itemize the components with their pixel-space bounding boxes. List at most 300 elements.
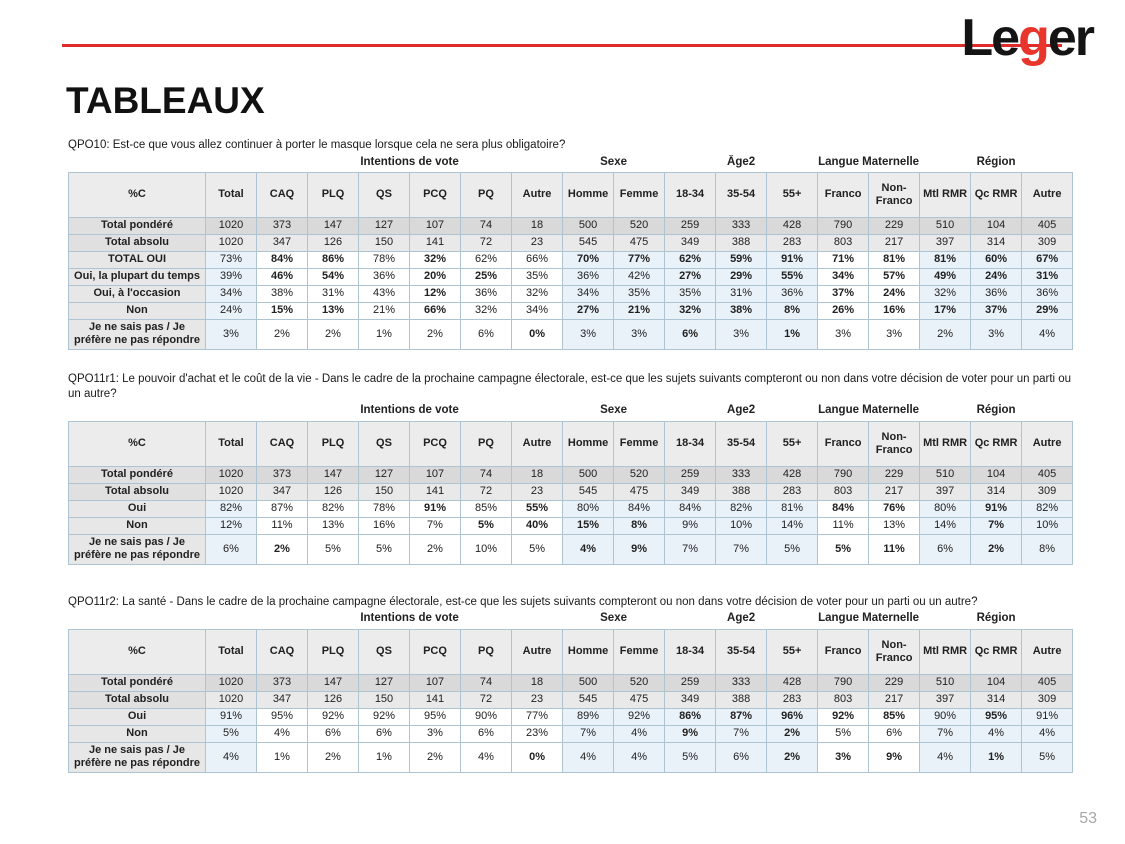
value-cell: 3% — [614, 319, 665, 349]
value-cell: 347 — [257, 234, 308, 251]
value-cell: 397 — [920, 483, 971, 500]
value-cell: 4% — [1022, 319, 1073, 349]
value-cell: 4% — [461, 742, 512, 772]
column-header-cell: Non-Franco — [869, 172, 920, 217]
group-spacer — [69, 612, 257, 630]
value-cell: 40% — [512, 517, 563, 534]
value-cell: 92% — [818, 708, 869, 725]
value-cell: 23 — [512, 483, 563, 500]
value-cell: 36% — [1022, 285, 1073, 302]
column-header-cell: Autre — [512, 421, 563, 466]
value-cell: 127 — [359, 466, 410, 483]
value-cell: 2% — [308, 742, 359, 772]
corner-header-cell: %C — [69, 629, 206, 674]
column-group-row — [69, 612, 1073, 630]
logo-accent-letter: g — [1018, 9, 1048, 67]
value-cell: 217 — [869, 234, 920, 251]
value-cell: 3% — [206, 319, 257, 349]
table-row — [69, 725, 1073, 742]
value-cell: 18 — [512, 674, 563, 691]
value-cell: 229 — [869, 674, 920, 691]
row-label-cell: Oui, la plupart du temps — [69, 268, 206, 285]
column-header-cell: Homme — [563, 172, 614, 217]
value-cell: 78% — [359, 500, 410, 517]
column-header-cell: Autre — [1022, 629, 1073, 674]
value-cell: 2% — [257, 319, 308, 349]
value-cell: 67% — [1022, 251, 1073, 268]
value-cell: 5% — [308, 534, 359, 564]
value-cell: 2% — [257, 534, 308, 564]
value-cell: 4% — [971, 725, 1022, 742]
value-cell: 24% — [971, 268, 1022, 285]
column-header-cell: 18-34 — [665, 421, 716, 466]
value-cell: 1020 — [206, 691, 257, 708]
results-table-qpo10 — [68, 155, 1073, 350]
value-cell: 0% — [512, 742, 563, 772]
value-cell: 347 — [257, 483, 308, 500]
value-cell: 1020 — [206, 483, 257, 500]
value-cell: 10% — [1022, 517, 1073, 534]
value-cell: 803 — [818, 483, 869, 500]
value-cell: 85% — [461, 500, 512, 517]
value-cell: 23% — [512, 725, 563, 742]
logo-text: Le — [961, 9, 1019, 67]
value-cell: 2% — [971, 534, 1022, 564]
value-cell: 1020 — [206, 674, 257, 691]
value-cell: 2% — [767, 725, 818, 742]
column-group-label: Langue Maternelle — [818, 404, 920, 422]
column-header-cell: Femme — [614, 421, 665, 466]
value-cell: 349 — [665, 483, 716, 500]
value-cell: 141 — [410, 691, 461, 708]
value-cell: 43% — [359, 285, 410, 302]
value-cell: 283 — [767, 234, 818, 251]
table-row — [69, 319, 1073, 349]
value-cell: 81% — [869, 251, 920, 268]
value-cell: 27% — [665, 268, 716, 285]
value-cell: 6% — [869, 725, 920, 742]
value-cell: 6% — [308, 725, 359, 742]
value-cell: 7% — [410, 517, 461, 534]
value-cell: 373 — [257, 217, 308, 234]
column-header-cell: Franco — [818, 629, 869, 674]
question-section-qpo11r1 — [68, 372, 1074, 565]
value-cell: 5% — [359, 534, 410, 564]
value-cell: 229 — [869, 466, 920, 483]
value-cell: 428 — [767, 466, 818, 483]
value-cell: 3% — [971, 319, 1022, 349]
value-cell: 259 — [665, 466, 716, 483]
value-cell: 229 — [869, 217, 920, 234]
value-cell: 141 — [410, 234, 461, 251]
value-cell: 91% — [767, 251, 818, 268]
value-cell: 309 — [1022, 234, 1073, 251]
value-cell: 10% — [716, 517, 767, 534]
corner-header-cell: %C — [69, 172, 206, 217]
value-cell: 77% — [614, 251, 665, 268]
value-cell: 790 — [818, 466, 869, 483]
value-cell: 32% — [920, 285, 971, 302]
value-cell: 373 — [257, 466, 308, 483]
value-cell: 4% — [614, 725, 665, 742]
value-cell: 39% — [206, 268, 257, 285]
value-cell: 32% — [665, 302, 716, 319]
value-cell: 126 — [308, 483, 359, 500]
group-spacer — [69, 155, 257, 173]
value-cell: 13% — [308, 302, 359, 319]
table-row — [69, 691, 1073, 708]
value-cell: 397 — [920, 691, 971, 708]
value-cell: 84% — [665, 500, 716, 517]
column-header-cell: PCQ — [410, 421, 461, 466]
value-cell: 510 — [920, 217, 971, 234]
value-cell: 29% — [1022, 302, 1073, 319]
value-cell: 38% — [257, 285, 308, 302]
value-cell: 90% — [920, 708, 971, 725]
value-cell: 9% — [869, 742, 920, 772]
table-row — [69, 251, 1073, 268]
column-header-cell: Qc RMR — [971, 172, 1022, 217]
value-cell: 91% — [1022, 708, 1073, 725]
question-text: QPO11r1: Le pouvoir d'achat et le coût de la vie - Dans le cadre de la prochaine campagne électorale, est-ce que les sujets suivants compteront ou non dans votre décision de voter pour un parti ou un autre? — [68, 372, 1072, 400]
value-cell: 545 — [563, 691, 614, 708]
value-cell: 73% — [206, 251, 257, 268]
value-cell: 36% — [971, 285, 1022, 302]
value-cell: 5% — [665, 742, 716, 772]
column-header-cell: Total — [206, 629, 257, 674]
value-cell: 14% — [767, 517, 818, 534]
value-cell: 35% — [665, 285, 716, 302]
column-group-label: Intentions de vote — [257, 612, 563, 630]
row-label-cell: Je ne sais pas / Je préfère ne pas répondre — [69, 534, 206, 564]
value-cell: 545 — [563, 483, 614, 500]
value-cell: 91% — [410, 500, 461, 517]
value-cell: 388 — [716, 691, 767, 708]
value-cell: 91% — [971, 500, 1022, 517]
value-cell: 17% — [920, 302, 971, 319]
value-cell: 2% — [410, 742, 461, 772]
value-cell: 11% — [818, 517, 869, 534]
value-cell: 1% — [359, 319, 410, 349]
column-header-cell: QS — [359, 629, 410, 674]
value-cell: 9% — [665, 517, 716, 534]
column-header-cell: Non-Franco — [869, 629, 920, 674]
value-cell: 104 — [971, 217, 1022, 234]
value-cell: 349 — [665, 691, 716, 708]
table-row — [69, 708, 1073, 725]
table-row — [69, 217, 1073, 234]
value-cell: 2% — [920, 319, 971, 349]
value-cell: 18 — [512, 466, 563, 483]
value-cell: 6% — [716, 742, 767, 772]
value-cell: 349 — [665, 234, 716, 251]
value-cell: 475 — [614, 691, 665, 708]
column-header-cell: Mtl RMR — [920, 421, 971, 466]
value-cell: 32% — [461, 302, 512, 319]
value-cell: 36% — [461, 285, 512, 302]
value-cell: 0% — [512, 319, 563, 349]
row-label-cell: Total absolu — [69, 234, 206, 251]
value-cell: 4% — [614, 742, 665, 772]
value-cell: 77% — [512, 708, 563, 725]
value-cell: 31% — [308, 285, 359, 302]
table-row — [69, 285, 1073, 302]
column-group-label: Région — [920, 155, 1073, 173]
value-cell: 60% — [971, 251, 1022, 268]
column-group-row — [69, 155, 1073, 173]
column-group-label: Intentions de vote — [257, 155, 563, 173]
column-group-label: Région — [920, 404, 1073, 422]
value-cell: 26% — [818, 302, 869, 319]
value-cell: 3% — [818, 742, 869, 772]
value-cell: 283 — [767, 483, 818, 500]
value-cell: 309 — [1022, 483, 1073, 500]
value-cell: 92% — [308, 708, 359, 725]
header-rule — [62, 44, 1062, 47]
value-cell: 38% — [716, 302, 767, 319]
table-row — [69, 302, 1073, 319]
value-cell: 62% — [665, 251, 716, 268]
column-header-cell: 35-54 — [716, 629, 767, 674]
value-cell: 5% — [767, 534, 818, 564]
value-cell: 80% — [920, 500, 971, 517]
value-cell: 59% — [716, 251, 767, 268]
results-table-qpo11r1 — [68, 404, 1073, 565]
value-cell: 9% — [665, 725, 716, 742]
value-cell: 520 — [614, 466, 665, 483]
value-cell: 7% — [716, 725, 767, 742]
value-cell: 15% — [563, 517, 614, 534]
value-cell: 5% — [461, 517, 512, 534]
row-label-cell: Non — [69, 302, 206, 319]
column-header-cell: PQ — [461, 629, 512, 674]
value-cell: 20% — [410, 268, 461, 285]
value-cell: 82% — [308, 500, 359, 517]
column-header-cell: 55+ — [767, 629, 818, 674]
column-header-cell: Franco — [818, 172, 869, 217]
value-cell: 428 — [767, 217, 818, 234]
value-cell: 4% — [563, 534, 614, 564]
value-cell: 428 — [767, 674, 818, 691]
value-cell: 54% — [308, 268, 359, 285]
value-cell: 1% — [767, 319, 818, 349]
table-row — [69, 742, 1073, 772]
value-cell: 86% — [665, 708, 716, 725]
column-header-cell: Femme — [614, 172, 665, 217]
value-cell: 141 — [410, 483, 461, 500]
value-cell: 23 — [512, 234, 563, 251]
value-cell: 36% — [359, 268, 410, 285]
value-cell: 21% — [359, 302, 410, 319]
value-cell: 81% — [767, 500, 818, 517]
value-cell: 790 — [818, 674, 869, 691]
value-cell: 7% — [716, 534, 767, 564]
value-cell: 150 — [359, 234, 410, 251]
value-cell: 13% — [869, 517, 920, 534]
column-header-cell: Femme — [614, 629, 665, 674]
question-section-qpo11r2 — [68, 595, 1074, 773]
value-cell: 4% — [563, 742, 614, 772]
table-row — [69, 500, 1073, 517]
value-cell: 127 — [359, 674, 410, 691]
value-cell: 104 — [971, 466, 1022, 483]
column-group-label: Âge2 — [665, 612, 818, 630]
value-cell: 96% — [767, 708, 818, 725]
value-cell: 150 — [359, 483, 410, 500]
value-cell: 85% — [869, 708, 920, 725]
value-cell: 475 — [614, 483, 665, 500]
column-group-label: Âge2 — [665, 404, 818, 422]
value-cell: 57% — [869, 268, 920, 285]
value-cell: 314 — [971, 483, 1022, 500]
column-header-cell: PQ — [461, 421, 512, 466]
value-cell: 74 — [461, 217, 512, 234]
value-cell: 5% — [512, 534, 563, 564]
value-cell: 127 — [359, 217, 410, 234]
value-cell: 12% — [410, 285, 461, 302]
table-row — [69, 483, 1073, 500]
row-label-cell: Non — [69, 517, 206, 534]
value-cell: 803 — [818, 691, 869, 708]
row-label-cell: Je ne sais pas / Je préfère ne pas répondre — [69, 742, 206, 772]
value-cell: 34% — [512, 302, 563, 319]
column-header-cell: Qc RMR — [971, 421, 1022, 466]
row-label-cell: Total absolu — [69, 691, 206, 708]
table-row — [69, 268, 1073, 285]
column-header-cell: QS — [359, 172, 410, 217]
value-cell: 55% — [767, 268, 818, 285]
value-cell: 2% — [410, 319, 461, 349]
value-cell: 76% — [869, 500, 920, 517]
value-cell: 87% — [257, 500, 308, 517]
value-cell: 3% — [869, 319, 920, 349]
value-cell: 72 — [461, 691, 512, 708]
value-cell: 5% — [206, 725, 257, 742]
row-label-cell: TOTAL OUI — [69, 251, 206, 268]
value-cell: 5% — [818, 725, 869, 742]
value-cell: 37% — [971, 302, 1022, 319]
value-cell: 84% — [257, 251, 308, 268]
value-cell: 104 — [971, 674, 1022, 691]
value-cell: 309 — [1022, 691, 1073, 708]
value-cell: 16% — [359, 517, 410, 534]
corner-header-cell: %C — [69, 421, 206, 466]
value-cell: 80% — [563, 500, 614, 517]
value-cell: 107 — [410, 217, 461, 234]
value-cell: 347 — [257, 691, 308, 708]
header-row — [69, 629, 1073, 674]
value-cell: 6% — [920, 534, 971, 564]
value-cell: 217 — [869, 691, 920, 708]
column-header-cell: CAQ — [257, 629, 308, 674]
value-cell: 21% — [614, 302, 665, 319]
value-cell: 82% — [1022, 500, 1073, 517]
value-cell: 7% — [971, 517, 1022, 534]
value-cell: 333 — [716, 217, 767, 234]
value-cell: 3% — [563, 319, 614, 349]
value-cell: 259 — [665, 674, 716, 691]
row-label-cell: Oui — [69, 708, 206, 725]
value-cell: 24% — [869, 285, 920, 302]
value-cell: 510 — [920, 674, 971, 691]
value-cell: 90% — [461, 708, 512, 725]
value-cell: 1% — [971, 742, 1022, 772]
value-cell: 35% — [512, 268, 563, 285]
value-cell: 82% — [206, 500, 257, 517]
value-cell: 397 — [920, 234, 971, 251]
value-cell: 18 — [512, 217, 563, 234]
value-cell: 520 — [614, 674, 665, 691]
value-cell: 14% — [920, 517, 971, 534]
column-header-cell: CAQ — [257, 421, 308, 466]
column-header-cell: CAQ — [257, 172, 308, 217]
value-cell: 86% — [308, 251, 359, 268]
column-group-label: Langue Maternelle — [818, 155, 920, 173]
column-header-cell: QS — [359, 421, 410, 466]
value-cell: 373 — [257, 674, 308, 691]
column-header-cell: 35-54 — [716, 421, 767, 466]
value-cell: 25% — [461, 268, 512, 285]
value-cell: 66% — [512, 251, 563, 268]
page-number: 53 — [1079, 810, 1097, 827]
row-label-cell: Total absolu — [69, 483, 206, 500]
column-header-cell: Autre — [512, 629, 563, 674]
column-header-cell: PLQ — [308, 421, 359, 466]
value-cell: 6% — [359, 725, 410, 742]
row-label-cell: Total pondéré — [69, 466, 206, 483]
value-cell: 147 — [308, 674, 359, 691]
value-cell: 74 — [461, 466, 512, 483]
value-cell: 81% — [920, 251, 971, 268]
column-header-cell: 55+ — [767, 421, 818, 466]
value-cell: 34% — [818, 268, 869, 285]
value-cell: 2% — [410, 534, 461, 564]
value-cell: 4% — [206, 742, 257, 772]
question-text: QPO11r2: La santé - Dans le cadre de la prochaine campagne électorale, est-ce que les sujets suivants compteront ou non dans votre décision de voter pour un parti ou un autre? — [68, 595, 978, 608]
table-row — [69, 534, 1073, 564]
value-cell: 217 — [869, 483, 920, 500]
value-cell: 803 — [818, 234, 869, 251]
value-cell: 314 — [971, 691, 1022, 708]
column-header-cell: PLQ — [308, 172, 359, 217]
column-header-cell: Homme — [563, 629, 614, 674]
value-cell: 91% — [206, 708, 257, 725]
tables-container — [68, 138, 1074, 773]
column-header-cell: Total — [206, 172, 257, 217]
value-cell: 27% — [563, 302, 614, 319]
value-cell: 259 — [665, 217, 716, 234]
column-group-label: Âge2 — [665, 155, 818, 173]
value-cell: 5% — [1022, 742, 1073, 772]
column-header-cell: 18-34 — [665, 629, 716, 674]
value-cell: 35% — [614, 285, 665, 302]
value-cell: 5% — [818, 534, 869, 564]
value-cell: 23 — [512, 691, 563, 708]
table-row — [69, 234, 1073, 251]
value-cell: 3% — [716, 319, 767, 349]
value-cell: 74 — [461, 674, 512, 691]
value-cell: 2% — [767, 742, 818, 772]
value-cell: 790 — [818, 217, 869, 234]
value-cell: 92% — [614, 708, 665, 725]
header-row — [69, 421, 1073, 466]
value-cell: 82% — [716, 500, 767, 517]
value-cell: 95% — [257, 708, 308, 725]
row-label-cell: Oui, à l'occasion — [69, 285, 206, 302]
value-cell: 500 — [563, 466, 614, 483]
value-cell: 71% — [818, 251, 869, 268]
value-cell: 1% — [359, 742, 410, 772]
